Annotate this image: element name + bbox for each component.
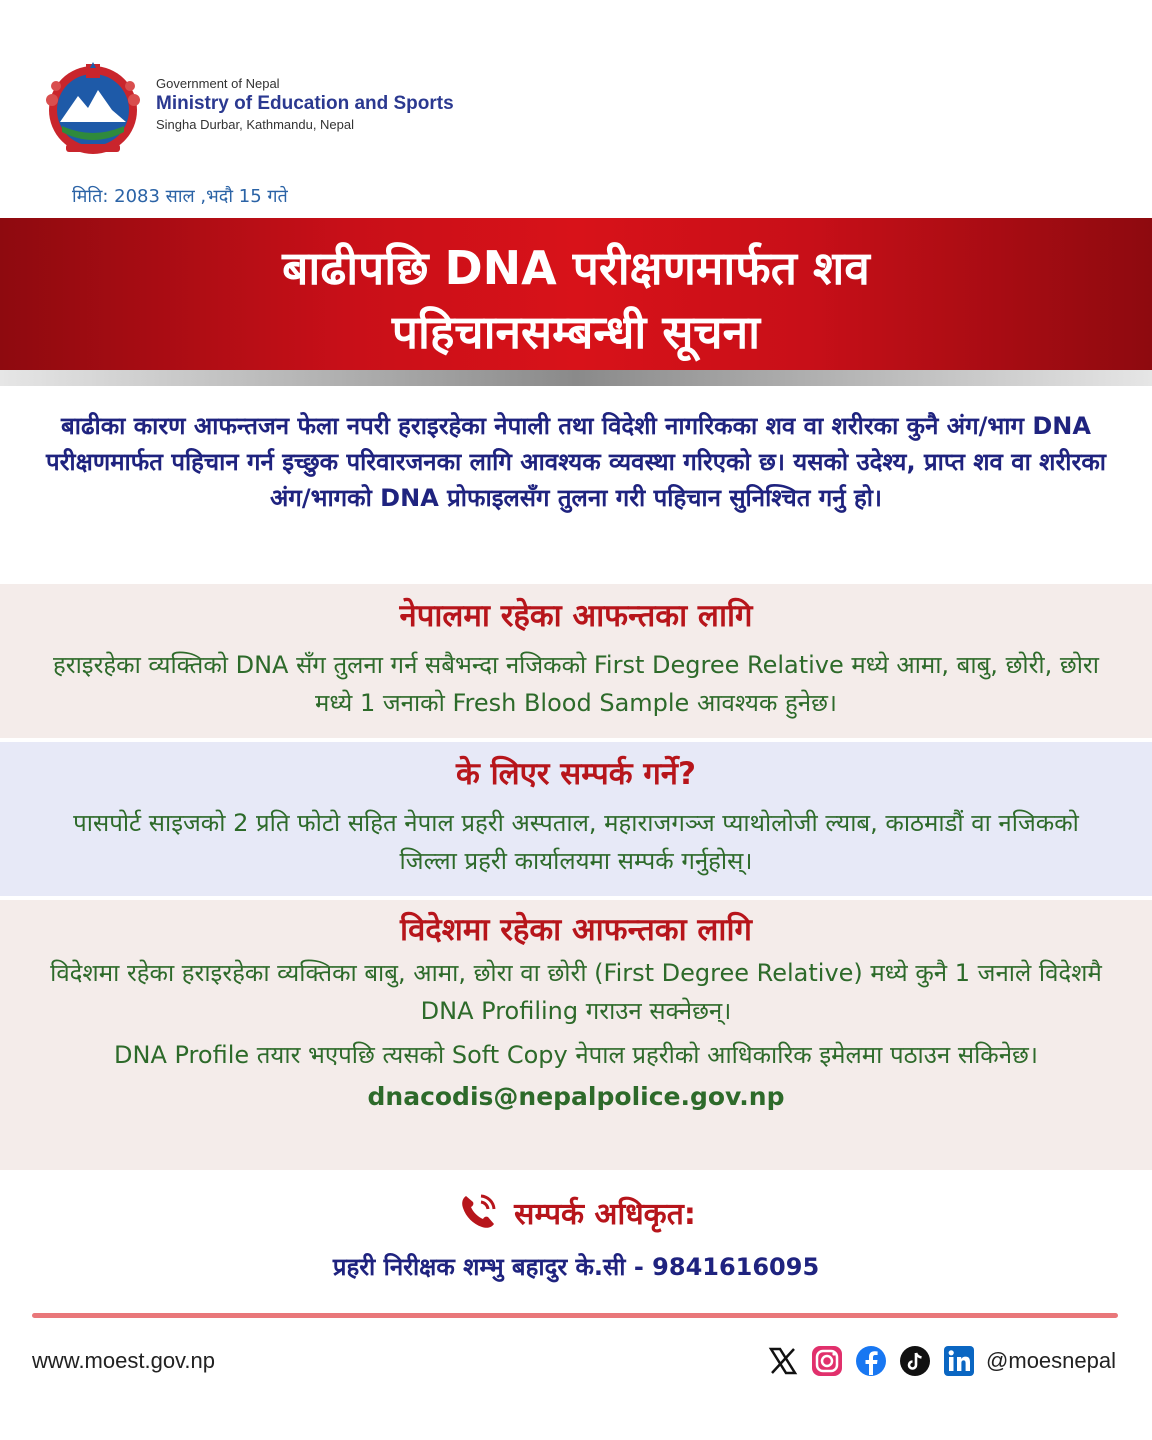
x-icon[interactable] (766, 1344, 800, 1378)
org-block (156, 76, 454, 132)
contact-heading: सम्पर्क अधिकृत: (514, 1196, 696, 1232)
banner-title-line2: पहिचानसम्बन्धी सूचना (391, 305, 761, 359)
section-heading: नेपालमा रहेका आफन्तका लागि (399, 598, 753, 634)
nepal-emblem-icon (40, 60, 146, 156)
contact-person: प्रहरी निरीक्षक शम्भु बहादुर के.सी - 9841616095 (332, 1253, 820, 1281)
government-label: Government of Nepal (156, 76, 280, 91)
section-relatives-abroad (0, 900, 1152, 1170)
tiktok-icon[interactable] (898, 1344, 932, 1378)
contact-heading-row (456, 1190, 696, 1234)
header (40, 56, 640, 156)
title-banner (0, 218, 1152, 370)
section-heading: विदेशमा रहेका आफन्तका लागि (400, 912, 752, 948)
section-body-secondary: DNA Profile तयार भएपछि त्यसको Soft Copy नेपाल प्रहरीको आधिकारिक इमेलमा पठाउन सकिनेछ। (114, 1041, 1038, 1069)
social-handle: @moesnepal (986, 1348, 1116, 1373)
ministry-address: Singha Durbar, Kathmandu, Nepal (156, 117, 355, 132)
section-body: विदेशमा रहेका हराइरहेका व्यक्तिका बाबु, आमा, छोरा वा छोरी (First Degree Relative) मध्ये कुनै 1 जनाले विदेशमै DNA Profiling गराउन सक्नेछन्। (50, 959, 1102, 1025)
section-what-to-bring (0, 742, 1152, 896)
contact-block (0, 1190, 1152, 1283)
footer-divider (32, 1313, 1118, 1318)
banner-title-line1: बाढीपछि DNA परीक्षणमार्फत शव (282, 241, 870, 295)
banner-divider (0, 370, 1152, 386)
section-body: हराइरहेका व्यक्तिको DNA सँग तुलना गर्न सबैभन्दा नजिकको First Degree Relative मध्ये आमा, बाबु, छोरी, छोरा मध्ये 1 जनाको Fresh Blood Sample आवश्यक हुनेछ। (53, 651, 1099, 717)
email-link[interactable]: dnacodis@nepalpolice.gov.np (367, 1082, 785, 1111)
section-heading: के लिएर सम्पर्क गर्ने? (456, 756, 696, 792)
notice-date: मिति: 2083 साल ,भदौ 15 गते (72, 186, 288, 207)
linkedin-icon[interactable] (942, 1344, 976, 1378)
social-links (756, 1344, 1116, 1378)
phone-icon (456, 1190, 500, 1234)
website-link[interactable]: www.moest.gov.np (32, 1348, 216, 1373)
intro-paragraph: बाढीका कारण आफन्तजन फेला नपरी हराइरहेका नेपाली तथा विदेशी नागरिकका शव वा शरीरका कुनै अंग/भाग DNA परीक्षणमार्फत पहिचान गर्न इच्छुक परिवारजनका लागि आवश्यक व्यवस्था गरिएको छ। यसको उदेश्य, प्राप्त शव वा शरीरका अंग/भागको DNA प्रोफाइलसँग तुलना गरी पहिचान सुनिश्चित गर्नु हो। (45, 412, 1106, 512)
section-relatives-in-nepal (0, 584, 1152, 738)
instagram-icon[interactable] (810, 1344, 844, 1378)
facebook-icon[interactable] (854, 1344, 888, 1378)
ministry-name: Ministry of Education and Sports (156, 93, 454, 114)
section-body: पासपोर्ट साइजको 2 प्रति फोटो सहित नेपाल प्रहरी अस्पताल, महाराजगञ्ज प्याथोलोजी ल्याब, काठमाडौं वा नजिकको जिल्ला प्रहरी कार्यालयमा सम्पर्क गर्नुहोस्। (73, 809, 1079, 875)
